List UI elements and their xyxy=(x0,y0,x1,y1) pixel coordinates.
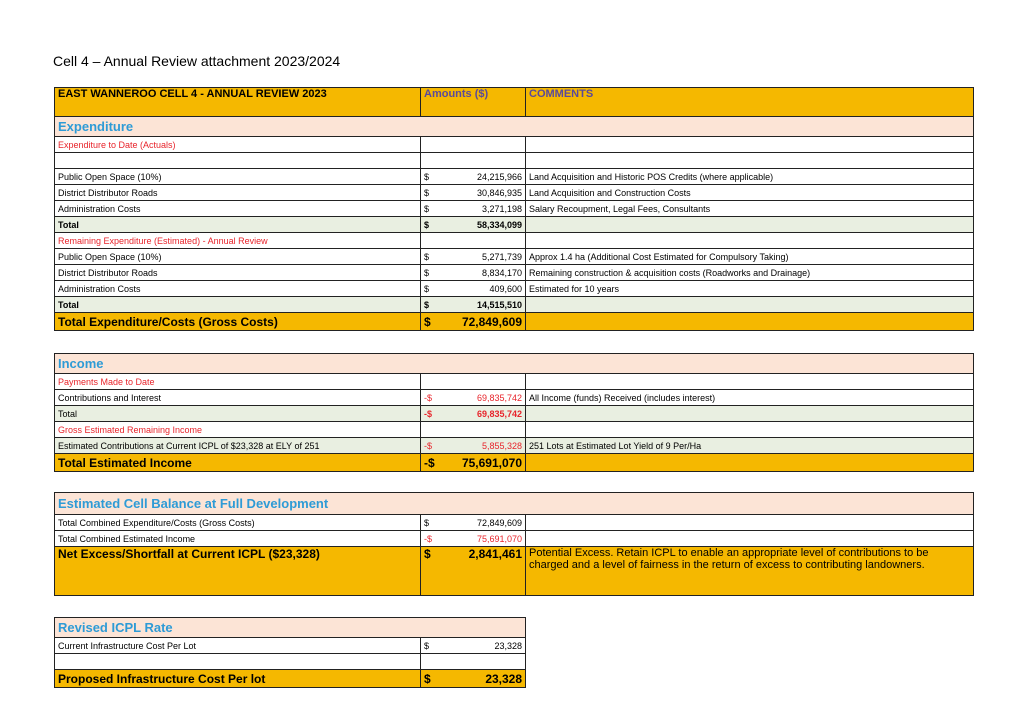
comment: Potential Excess. Retain ICPL to enable an appropriate level of contributions to be charged and a level of fairness in the return of excess to contributing landowners. xyxy=(526,547,974,596)
icpl-table xyxy=(54,617,526,688)
section-row xyxy=(55,618,526,638)
total-row xyxy=(55,406,974,422)
currency: -$ xyxy=(424,392,433,403)
grand-total-row xyxy=(55,313,974,331)
amount: 409,600 xyxy=(489,283,522,294)
table-row xyxy=(55,638,526,654)
currency: $ xyxy=(424,299,430,310)
currency: -$ xyxy=(424,455,435,470)
currency: $ xyxy=(424,251,430,262)
currency: -$ xyxy=(424,533,433,544)
amount: 2,841,461 xyxy=(468,547,522,561)
amount: 23,328 xyxy=(494,640,523,651)
amount: 58,334,099 xyxy=(476,219,522,230)
table-row xyxy=(55,390,974,406)
paid-label: Payments Made to Date xyxy=(55,374,421,390)
currency: -$ xyxy=(424,440,433,451)
amount: 14,515,510 xyxy=(476,299,522,310)
icpl-title: Revised ICPL Rate xyxy=(55,618,526,638)
table-row xyxy=(55,185,974,201)
row-label: Administration Costs xyxy=(55,281,421,297)
currency: $ xyxy=(424,203,430,214)
amount: 5,271,739 xyxy=(481,251,522,262)
currency: $ xyxy=(424,671,431,686)
grand-total-row xyxy=(55,670,526,688)
row-label: District Distributor Roads xyxy=(55,265,421,281)
row-label: Administration Costs xyxy=(55,201,421,217)
total-row xyxy=(55,217,974,233)
row-label: Estimated Contributions at Current ICPL of $23,328 at ELY of 251 xyxy=(55,438,421,454)
expenditure-table xyxy=(54,87,974,331)
page-heading: Cell 4 – Annual Review attachment 2023/2024 xyxy=(53,53,341,69)
section-row xyxy=(55,354,974,374)
est-label: Gross Estimated Remaining Income xyxy=(55,422,421,438)
currency: $ xyxy=(424,517,430,528)
row-label: Contributions and Interest xyxy=(55,390,421,406)
subheading-row xyxy=(55,374,974,390)
amount: 23,328 xyxy=(485,671,523,686)
currency: -$ xyxy=(424,408,433,419)
row-label: Total Combined Expenditure/Costs (Gross Costs) xyxy=(55,515,421,531)
row-label: Total Estimated Income xyxy=(55,454,421,472)
comment: Estimated for 10 years xyxy=(526,281,974,297)
spacer-row xyxy=(55,654,526,670)
table-row xyxy=(55,265,974,281)
income-table xyxy=(54,353,974,472)
header-amounts: Amounts ($) xyxy=(421,88,526,117)
actuals-label: Expenditure to Date (Actuals) xyxy=(55,137,421,153)
subheading-row xyxy=(55,422,974,438)
comment: All Income (funds) Received (includes interest) xyxy=(526,390,974,406)
amount: 75,691,070 xyxy=(476,533,522,544)
table-row xyxy=(55,438,974,454)
amount: 69,835,742 xyxy=(476,408,522,419)
net-row xyxy=(55,547,974,596)
spacer-row xyxy=(55,153,974,169)
row-label: Current Infrastructure Cost Per Lot xyxy=(55,638,421,654)
subheading-row xyxy=(55,137,974,153)
section-row xyxy=(55,493,974,515)
row-label: Total Expenditure/Costs (Gross Costs) xyxy=(55,313,421,331)
amount: 75,691,070 xyxy=(461,455,522,470)
section-row xyxy=(55,117,974,137)
currency: $ xyxy=(424,640,430,651)
table-row xyxy=(55,201,974,217)
grand-total-row xyxy=(55,454,974,472)
table-row xyxy=(55,249,974,265)
currency: $ xyxy=(424,283,430,294)
amount: 72,849,609 xyxy=(461,314,522,329)
header-row xyxy=(55,88,974,117)
comment: 251 Lots at Estimated Lot Yield of 9 Per/Ha xyxy=(526,438,974,454)
table-row xyxy=(55,515,974,531)
comment: Remaining construction & acquisition costs (Roadworks and Drainage) xyxy=(526,265,974,281)
currency: $ xyxy=(424,171,430,182)
row-label: Total Combined Estimated Income xyxy=(55,531,421,547)
row-label: Proposed Infrastructure Cost Per lot xyxy=(55,670,421,688)
table-row xyxy=(55,169,974,185)
amount: 5,855,328 xyxy=(481,440,522,451)
header-title: EAST WANNEROO CELL 4 - ANNUAL REVIEW 2023 xyxy=(55,88,421,117)
comment: Land Acquisition and Historic POS Credits (where applicable) xyxy=(526,169,974,185)
row-label: Net Excess/Shortfall at Current ICPL ($23,328) xyxy=(55,547,421,596)
currency: $ xyxy=(424,267,430,278)
row-label: District Distributor Roads xyxy=(55,185,421,201)
row-label: Total xyxy=(55,406,421,422)
expenditure-title: Expenditure xyxy=(55,117,974,137)
amount: 24,215,966 xyxy=(476,171,522,182)
amount: 69,835,742 xyxy=(476,392,522,403)
subheading-row xyxy=(55,233,974,249)
currency: $ xyxy=(424,219,430,230)
table-row xyxy=(55,531,974,547)
total-row xyxy=(55,297,974,313)
balance-title: Estimated Cell Balance at Full Development xyxy=(55,493,974,515)
row-label: Total xyxy=(55,297,421,313)
comment: Land Acquisition and Construction Costs xyxy=(526,185,974,201)
row-label: Public Open Space (10%) xyxy=(55,249,421,265)
currency: $ xyxy=(424,187,430,198)
row-label: Total xyxy=(55,217,421,233)
header-comments: COMMENTS xyxy=(526,88,974,117)
amount: 3,271,198 xyxy=(481,203,522,214)
amount: 30,846,935 xyxy=(476,187,522,198)
currency: $ xyxy=(424,547,431,561)
row-label: Public Open Space (10%) xyxy=(55,169,421,185)
table-row xyxy=(55,281,974,297)
amount: 72,849,609 xyxy=(476,517,522,528)
balance-table xyxy=(54,492,974,596)
amount: 8,834,170 xyxy=(481,267,522,278)
currency: $ xyxy=(424,314,431,329)
income-title: Income xyxy=(55,354,974,374)
remaining-label: Remaining Expenditure (Estimated) - Annual Review xyxy=(55,233,421,249)
comment: Approx 1.4 ha (Additional Cost Estimated for Compulsory Taking) xyxy=(526,249,974,265)
comment: Salary Recoupment, Legal Fees, Consultants xyxy=(526,201,974,217)
